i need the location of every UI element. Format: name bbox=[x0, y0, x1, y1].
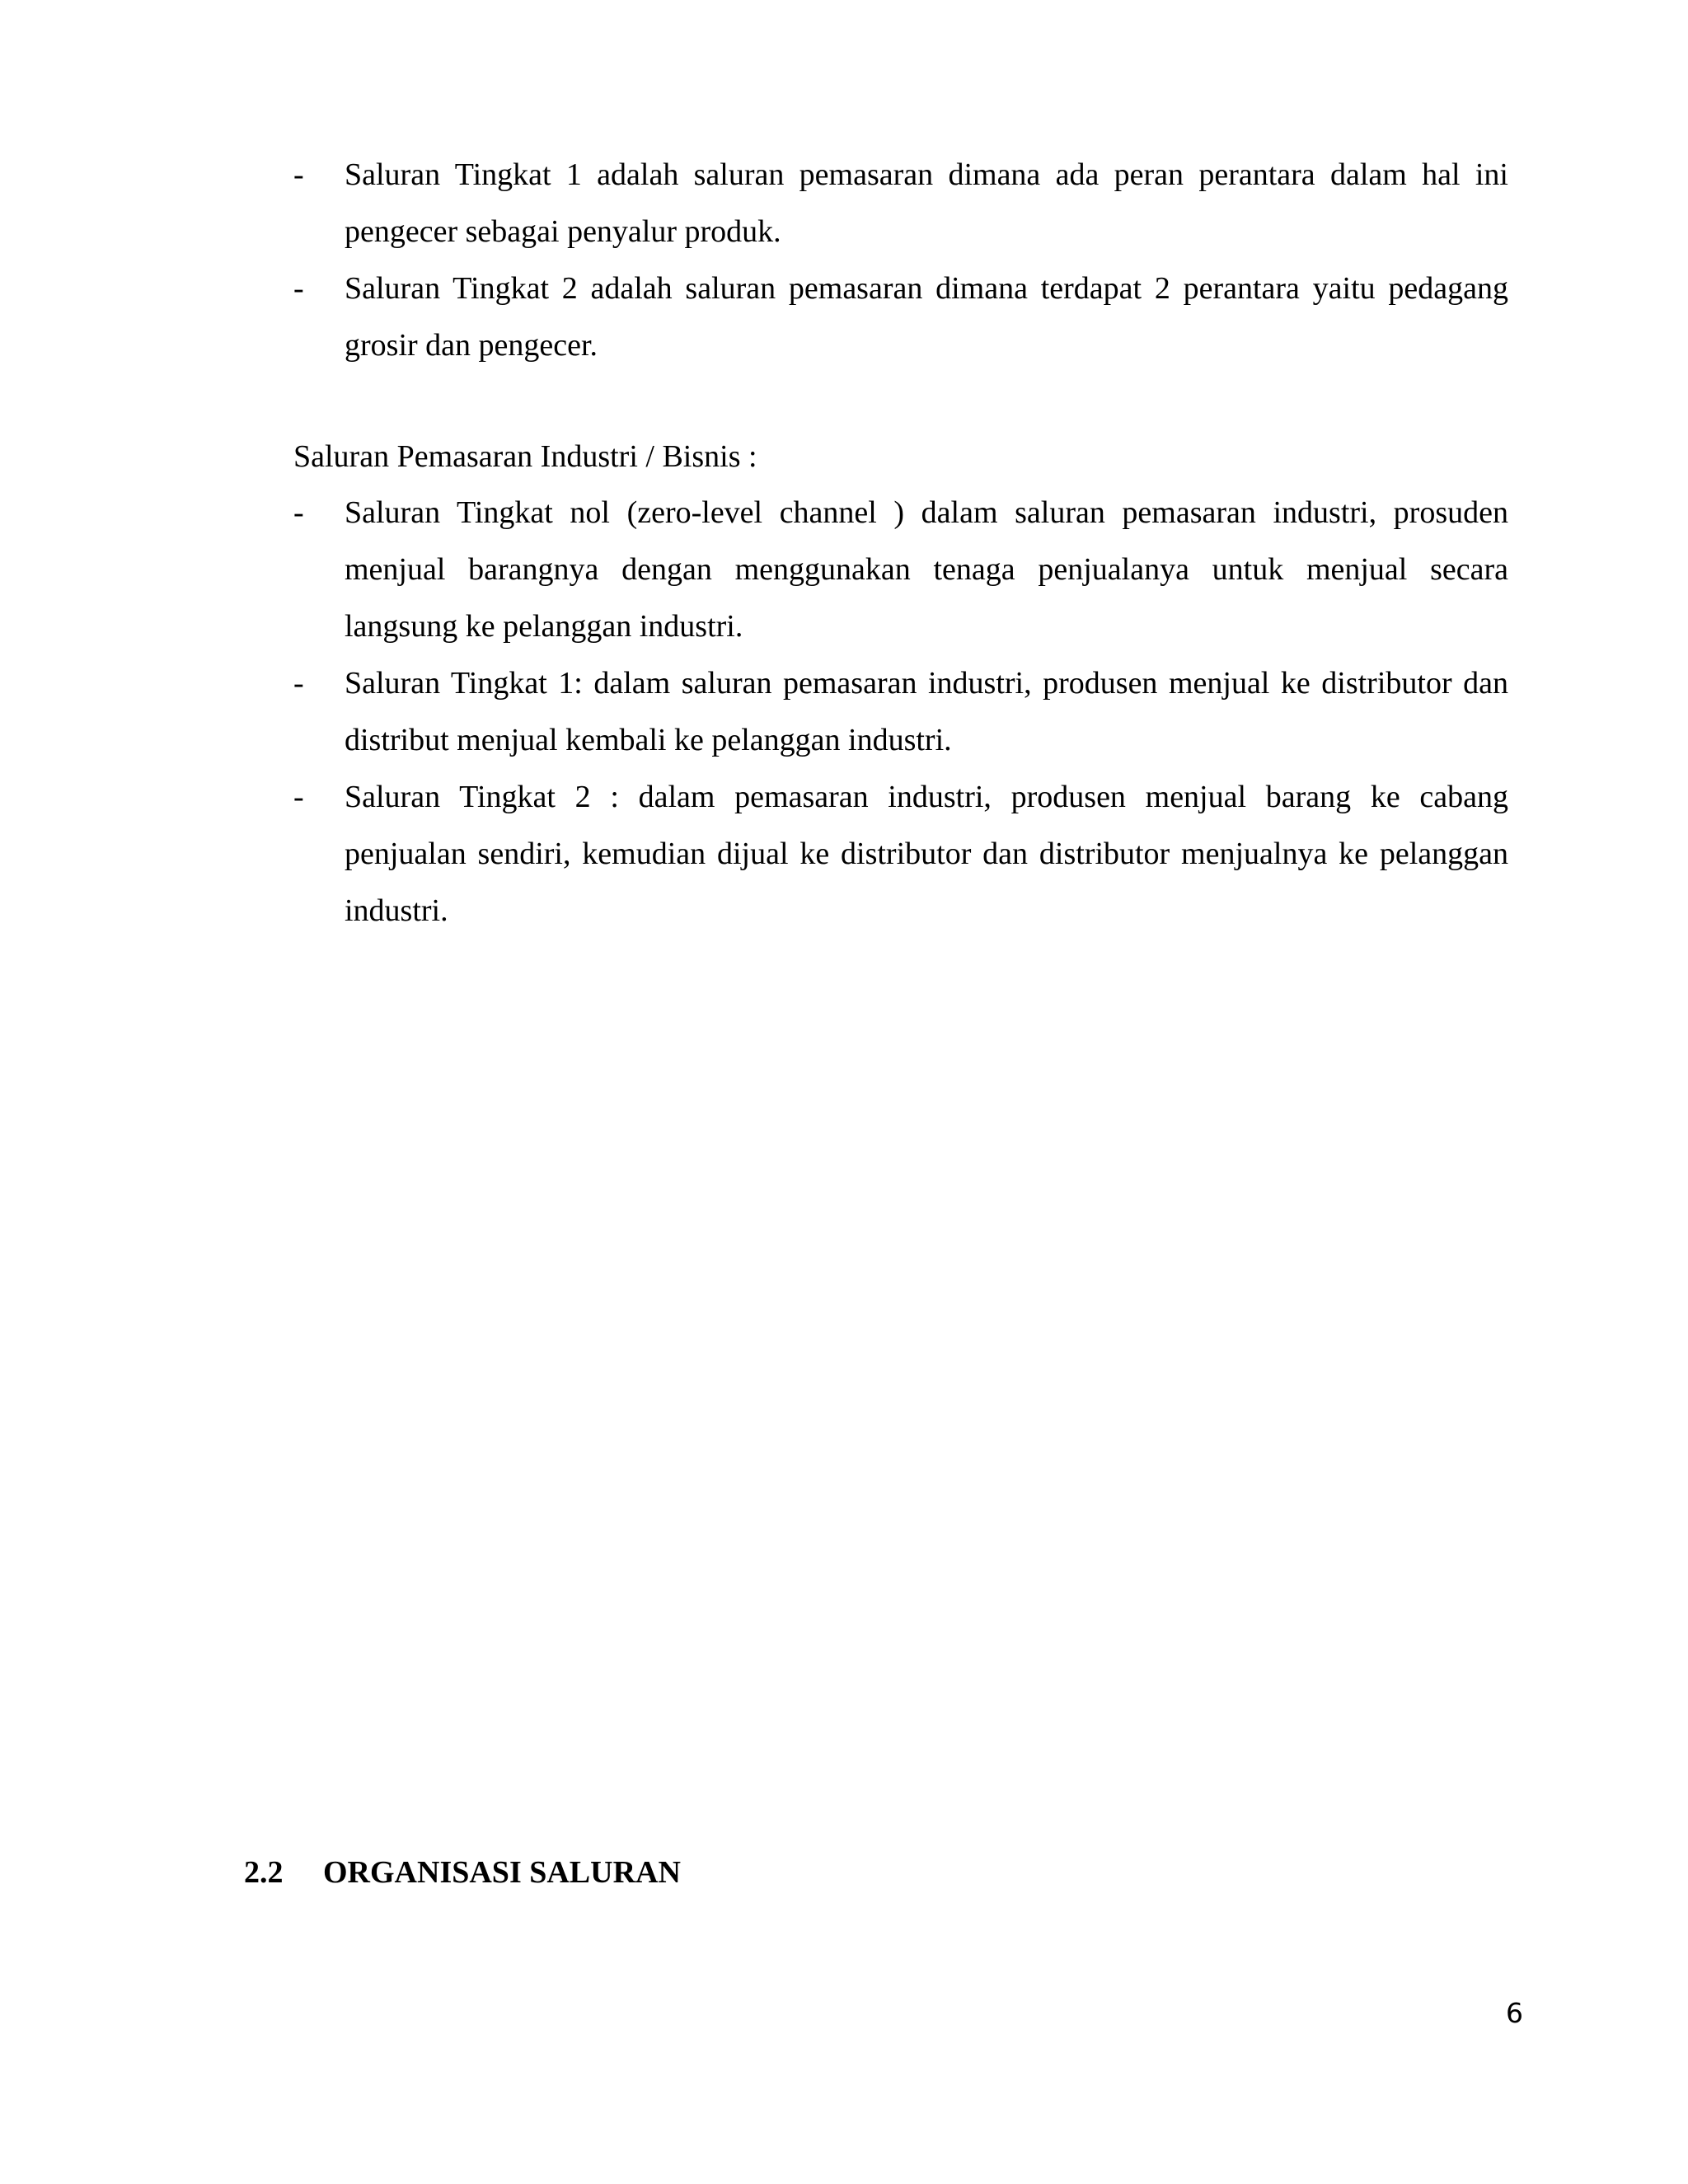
list-item bbox=[293, 769, 1508, 940]
list-item-text: Saluran Tingkat nol (zero-level channel ) dalam saluran pemasaran industri, prosuden menjual barangnya dengan menggunakan tenaga penjualanya untuk menjual secara langsung ke pelanggan industri. bbox=[345, 495, 1508, 644]
section-number: 2.2 bbox=[244, 1855, 284, 1890]
list-item-text: Saluran Tingkat 2 adalah saluran pemasaran dimana terdapat 2 perantara yaitu pedagang grosir dan pengecer. bbox=[345, 271, 1508, 363]
list-item bbox=[293, 260, 1508, 374]
page-number: 6 bbox=[1506, 1997, 1523, 2029]
list-dash: - bbox=[293, 666, 304, 701]
list-item-text: Saluran Tingkat 1 adalah saluran pemasaran dimana ada peran perantara dalam hal ini pengecer sebagai penyalur produk. bbox=[345, 157, 1508, 249]
list-item bbox=[293, 655, 1508, 769]
list-item bbox=[293, 147, 1508, 260]
section-heading bbox=[244, 1848, 681, 1897]
list-dash: - bbox=[293, 495, 304, 530]
list-item-text: Saluran Tingkat 2 : dalam pemasaran industri, produsen menjual barang ke cabang penjualan sendiri, kemudian dijual ke distributor dan distributor menjualnya ke pelanggan industri. bbox=[345, 780, 1508, 928]
consumer-channel-list bbox=[293, 147, 1508, 374]
list-item bbox=[293, 485, 1508, 655]
list-dash: - bbox=[293, 780, 304, 814]
list-dash: - bbox=[293, 271, 304, 306]
industrial-channel-heading: Saluran Pemasaran Industri / Bisnis : bbox=[293, 439, 757, 474]
list-item-text: Saluran Tingkat 1: dalam saluran pemasaran industri, produsen menjual ke distributor dan distribut menjual kembali ke pelanggan industri. bbox=[345, 666, 1508, 757]
list-dash: - bbox=[293, 157, 304, 192]
section-title: ORGANISASI SALURAN bbox=[323, 1855, 681, 1890]
industrial-channel-list bbox=[293, 485, 1508, 940]
